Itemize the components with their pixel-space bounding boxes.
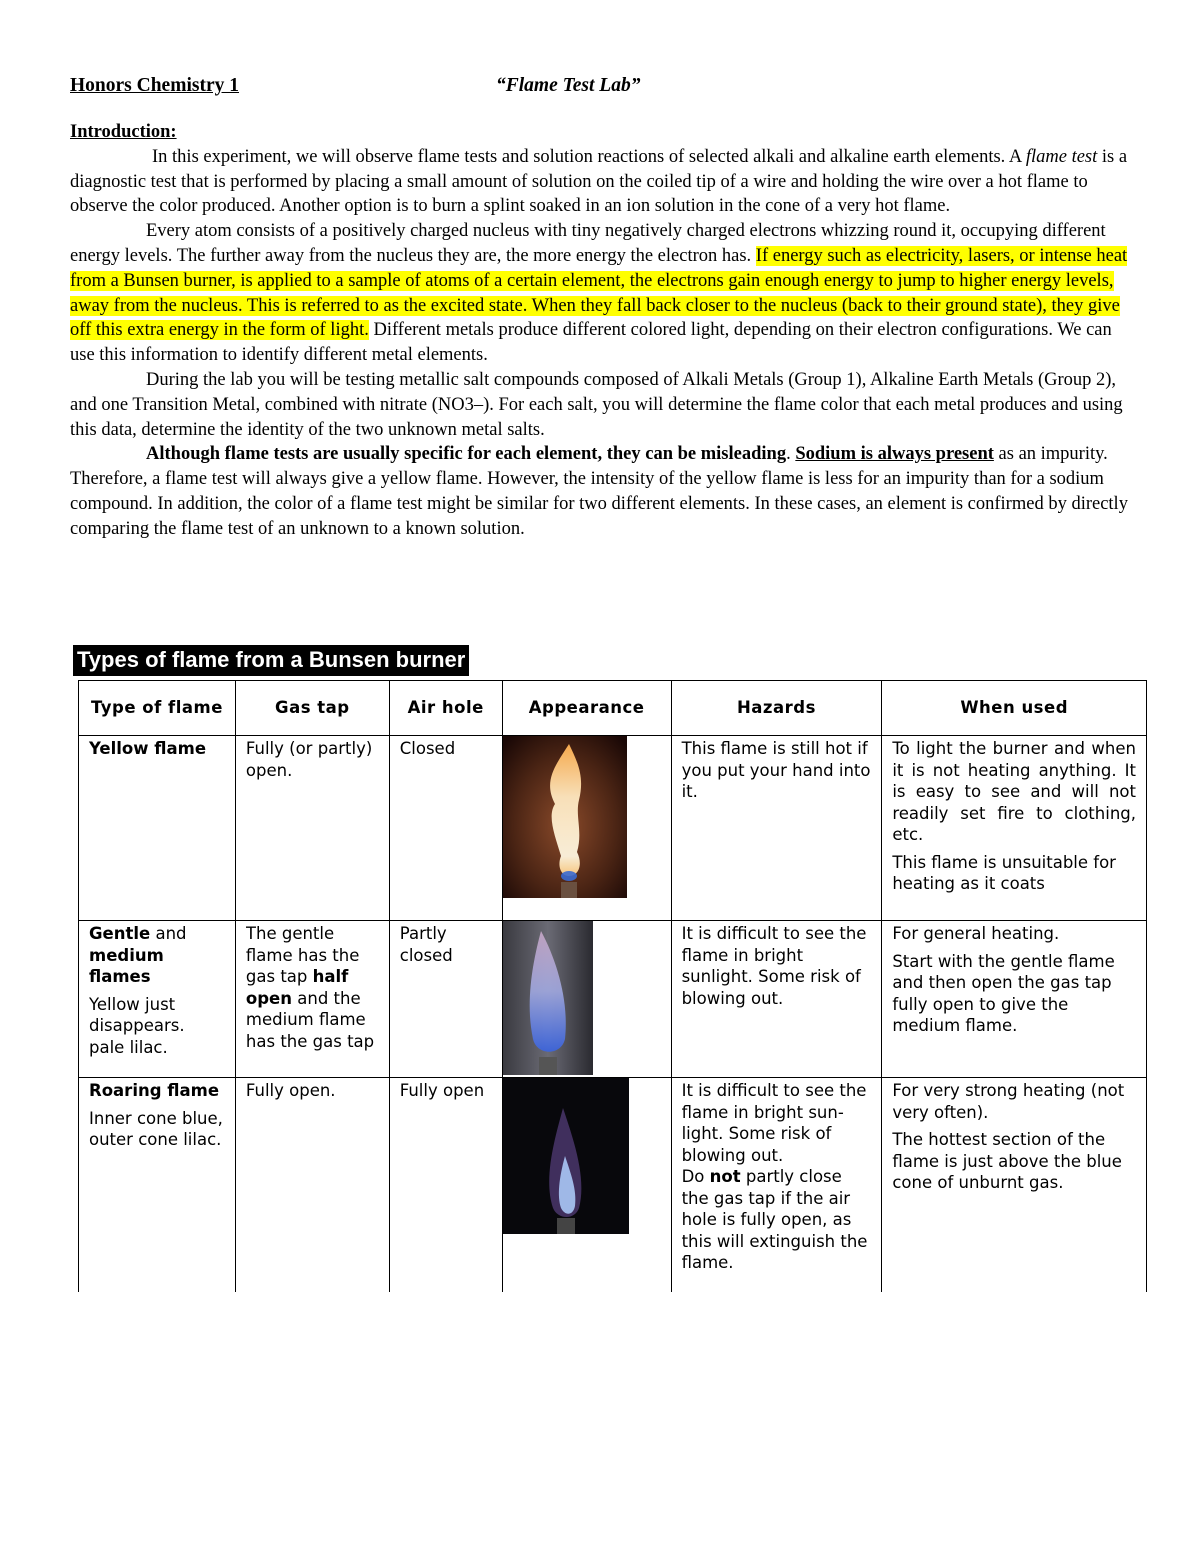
table-row bbox=[79, 921, 1147, 1078]
cell-type bbox=[79, 736, 236, 921]
cell-hazards bbox=[671, 1078, 882, 1292]
flame-test-term: flame test bbox=[1025, 146, 1098, 167]
hazard-text-b: Do bbox=[681, 1167, 710, 1186]
flame-type-description: Yellow just disappears. pale lilac. bbox=[89, 994, 185, 1057]
hazard-text-a: It is difficult to see the flame in bright sun- light. Some risk of blowing out. bbox=[681, 1081, 867, 1165]
flame-type-name-2: medium flames bbox=[89, 945, 164, 986]
sentence-break: . bbox=[786, 444, 796, 465]
roaring-flame-icon bbox=[503, 1078, 629, 1234]
table-row bbox=[79, 1078, 1147, 1292]
header-gas-tap: Gas tap bbox=[235, 681, 389, 736]
cell-air-hole: Closed bbox=[389, 736, 502, 921]
document-page bbox=[70, 70, 1130, 542]
intro-paragraph-3: During the lab you will be testing metallic salt compounds composed of Alkali Metals (Group 1), Alkaline Earth Metals (Group 2), and one Transition Metal, combined with nitrate (NO3–). For each salt, you will determine the flame color that each metal produces and using this data, determine the identity of the two unknown metal salts. bbox=[70, 369, 1123, 440]
header-type: Type of flame bbox=[79, 681, 236, 736]
cell-air-hole: Fully open bbox=[389, 1078, 502, 1292]
cell-appearance bbox=[502, 736, 671, 921]
flame-type-name: Yellow flame bbox=[89, 739, 207, 758]
flame-type-name: Roaring flame bbox=[89, 1081, 220, 1100]
intro-p4-rest: as an impurity. Therefore, a flame test will always give a yellow flame. However, the intensity of the yellow flame is less for an impurity than for a sodium compound. In addition, the color of a flame test might be similar for two different elements. In these cases, an element is confirmed by directly comparing the flame test of an unknown to a known solution. bbox=[70, 444, 1128, 539]
header-hazards: Hazards bbox=[671, 681, 882, 736]
gas-tap-text-a: The gentle flame has the gas tap bbox=[245, 924, 360, 986]
flame-type-description: Inner cone blue, outer cone lilac. bbox=[89, 1108, 223, 1149]
sodium-warning: Sodium is always present bbox=[795, 444, 994, 465]
cell-type bbox=[79, 921, 236, 1078]
cell-appearance bbox=[502, 921, 671, 1078]
cell-type bbox=[79, 1078, 236, 1292]
cell-gas-tap: Fully open. bbox=[235, 1078, 389, 1292]
intro-paragraph-4 bbox=[70, 442, 1130, 541]
header-appearance: Appearance bbox=[502, 681, 671, 736]
flame-type-conj: and bbox=[150, 924, 187, 943]
lab-title: “Flame Test Lab” bbox=[496, 75, 641, 96]
table-title: Types of flame from a Bunsen burner bbox=[73, 645, 469, 676]
intro-p1-text: In this experiment, we will observe flame tests and solution reactions of selected alkali and alkaline earth elements. A bbox=[152, 146, 1026, 167]
intro-p1-rest: is a diagnostic test that is performed by placing a small amount of solution on the coiled tip of a wire and holding the wire over a hot flame to observe the color produced. Another option is to burn a splint soaked in an ion solution in the cone of a very hot flame. bbox=[70, 146, 1128, 217]
cell-hazards: This flame is still hot if you put your hand into it. bbox=[671, 736, 882, 921]
hazard-text-d: partly close the gas tap if the air hole is fully open, as this will extinguish the flame. bbox=[681, 1167, 868, 1272]
intro-heading: Introduction: bbox=[70, 122, 177, 142]
document-header bbox=[70, 70, 1130, 98]
flame-type-name: Gentle bbox=[89, 924, 151, 943]
cell-hazards: It is difficult to see the flame in bright sunlight. Some risk of blowing out. bbox=[671, 921, 882, 1078]
cell-appearance bbox=[502, 1078, 671, 1292]
cell-when-used bbox=[882, 1078, 1147, 1292]
header-air-hole: Air hole bbox=[389, 681, 502, 736]
usage-text-2: Start with the gentle flame and then open the gas tap fully open to give the medium flame. bbox=[892, 951, 1115, 1035]
highlighted-text: If energy such as electricity, lasers, or intense heat from a Bunsen burner, is applied to a sample of atoms of a certain element, the electrons gain enough energy to jump to higher energy levels, away from the nucleus. This is referred to as the excited state. When they fall back closer to the nucleus (back to their ground state), they give off this extra energy in the form of light. bbox=[70, 245, 1128, 341]
cell-when-used bbox=[882, 921, 1147, 1078]
cell-when-used bbox=[882, 736, 1147, 921]
intro-paragraph-1 bbox=[70, 145, 1130, 219]
usage-text-1: For general heating. bbox=[892, 924, 1060, 943]
gas-tap-text-c: and the medium flame has the gas tap bbox=[245, 988, 375, 1051]
usage-text-2: The hottest section of the flame is just above the blue cone of unburnt gas. bbox=[892, 1130, 1122, 1192]
usage-text-1: For very strong heating (not very often). bbox=[892, 1081, 1125, 1122]
usage-text-1: To light the burner and when it is not heating anything. It is easy to see and will not readily set fire to clothing, etc. bbox=[892, 739, 1136, 844]
cell-gas-tap: Fully (or partly) open. bbox=[235, 736, 389, 921]
gentle-flame-icon bbox=[503, 921, 593, 1075]
gas-tap-half-open: half open bbox=[245, 967, 349, 1008]
usage-text-2: This flame is unsuitable for heating as it coats bbox=[892, 852, 1116, 893]
table-header-row bbox=[79, 681, 1147, 736]
table-row bbox=[79, 736, 1147, 921]
warning-bold-text: Although flame tests are usually specific for each element, they can be misleading bbox=[146, 444, 787, 465]
flame-types-table bbox=[78, 680, 1147, 1292]
yellow-flame-icon bbox=[503, 736, 627, 898]
intro-paragraph-2 bbox=[70, 219, 1130, 368]
intro-p2-start: Every atom consists of a positively charged nucleus with tiny negatively charged electrons whizzing round it, occupying different energy levels. The further away from the nucleus they are, the more energy the electron has. bbox=[70, 221, 1106, 266]
cell-air-hole: Partly closed bbox=[389, 921, 502, 1078]
cell-gas-tap bbox=[235, 921, 389, 1078]
hazard-not: not bbox=[709, 1167, 741, 1186]
course-title: Honors Chemistry 1 bbox=[70, 75, 239, 96]
intro-p2-end: Different metals produce different colored light, depending on their electron configurations. We can use this information to identify different metal elements. bbox=[70, 320, 1112, 366]
header-when-used: When used bbox=[882, 681, 1147, 736]
